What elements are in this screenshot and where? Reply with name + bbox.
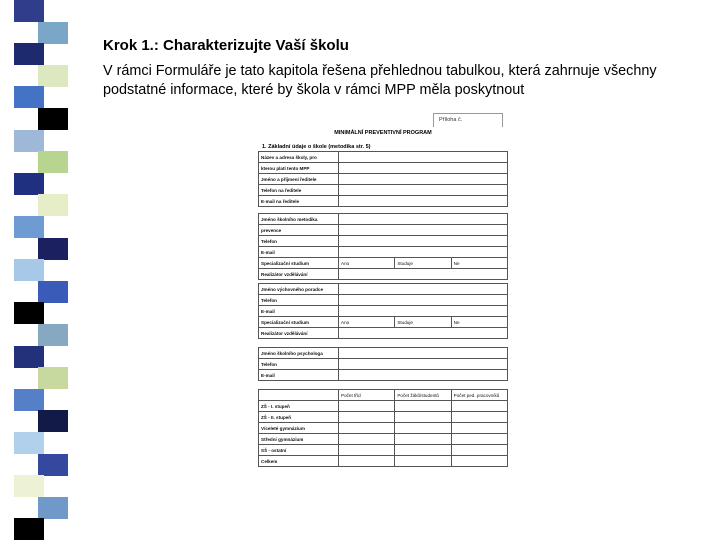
- strip-tile: [38, 22, 68, 44]
- strip-tile: [14, 432, 44, 454]
- table-row: Víceleté gymnázium: [259, 423, 508, 434]
- strip-tile: [14, 216, 44, 238]
- slide-description: V rámci Formuláře je tato kapitola řešena přehlednou tabulkou, která zahrnuje všechny podstatné informace, které by škola v rámci MPP měla poskytnout: [103, 63, 657, 98]
- strip-tile: [14, 86, 44, 108]
- strip-tile: [14, 518, 44, 540]
- strip-tile: [14, 0, 44, 22]
- table-row: ZŠ - I. stupeň: [259, 401, 508, 412]
- table-row: Realizátor vzdělávání: [259, 269, 508, 280]
- strip-tile: [38, 281, 68, 303]
- form-attachment-tag: Příloha č.: [433, 113, 503, 127]
- table-row: Jméno a příjmení ředitele: [259, 174, 508, 185]
- form-section-title: 1. Základní údaje o škole (metodika str. 5): [262, 144, 371, 150]
- stats-table: [258, 389, 508, 467]
- table-row: SŠ - ostatní: [259, 445, 508, 456]
- strip-tile: [38, 410, 68, 432]
- strip-tile: [14, 130, 44, 152]
- table-row: E-mail na ředitele: [259, 196, 508, 207]
- metodik-table: [258, 213, 508, 280]
- strip-tile: [14, 43, 44, 65]
- vychovny-poradce-table: [258, 283, 508, 339]
- table-row: ZŠ - II. stupeň: [259, 412, 508, 423]
- table-row: Jméno školního psychologa: [259, 348, 508, 359]
- strip-tile: [38, 367, 68, 389]
- strip-tile: [14, 302, 44, 324]
- table-row: E-mail: [259, 306, 508, 317]
- table-row: Specializační studium Ano Studuje Ne: [259, 317, 508, 328]
- strip-tile: [38, 238, 68, 260]
- strip-tile: [38, 324, 68, 346]
- table-row: Telefon: [259, 295, 508, 306]
- slide-title: Krok 1.: Charakterizujte Vaší školu: [103, 37, 349, 54]
- table-row: Jméno školního metodika: [259, 214, 508, 225]
- table-row: Specializační studium Ano Studuje Ne: [259, 258, 508, 269]
- table-row: E-mail: [259, 247, 508, 258]
- strip-tile: [38, 497, 68, 519]
- table-row: kterou platí tento MPP: [259, 163, 508, 174]
- strip-tile: [38, 151, 68, 173]
- strip-tile: [38, 108, 68, 130]
- table-row: Název a adresa školy, pro: [259, 152, 508, 163]
- table-row: E-mail: [259, 370, 508, 381]
- strip-tile: [38, 454, 68, 476]
- strip-tile: [38, 65, 68, 87]
- strip-tile: [14, 173, 44, 195]
- strip-tile: [14, 475, 44, 497]
- strip-tile: [14, 389, 44, 411]
- strip-tile: [14, 346, 44, 368]
- table-row: Telefon: [259, 359, 508, 370]
- decorative-color-strip: [0, 0, 68, 540]
- psycholog-table: [258, 347, 508, 381]
- table-row: Realizátor vzdělávání: [259, 328, 508, 339]
- table-row: Telefon na ředitele: [259, 185, 508, 196]
- table-row: Počet tříd Počet žáků/studentů Počet ped. pracovníků: [259, 390, 508, 401]
- table-row: Jméno výchovného poradce: [259, 284, 508, 295]
- form-thumbnail: [258, 113, 508, 473]
- strip-tile: [38, 194, 68, 216]
- table-row: Střední gymnázium: [259, 434, 508, 445]
- form-heading: MINIMÁLNÍ PREVENTIVNÍ PROGRAM: [334, 130, 432, 136]
- table-row: Telefon: [259, 236, 508, 247]
- table-row: prevence: [259, 225, 508, 236]
- strip-tile: [14, 259, 44, 281]
- school-info-table: [258, 151, 508, 207]
- table-row: Celkem: [259, 456, 508, 467]
